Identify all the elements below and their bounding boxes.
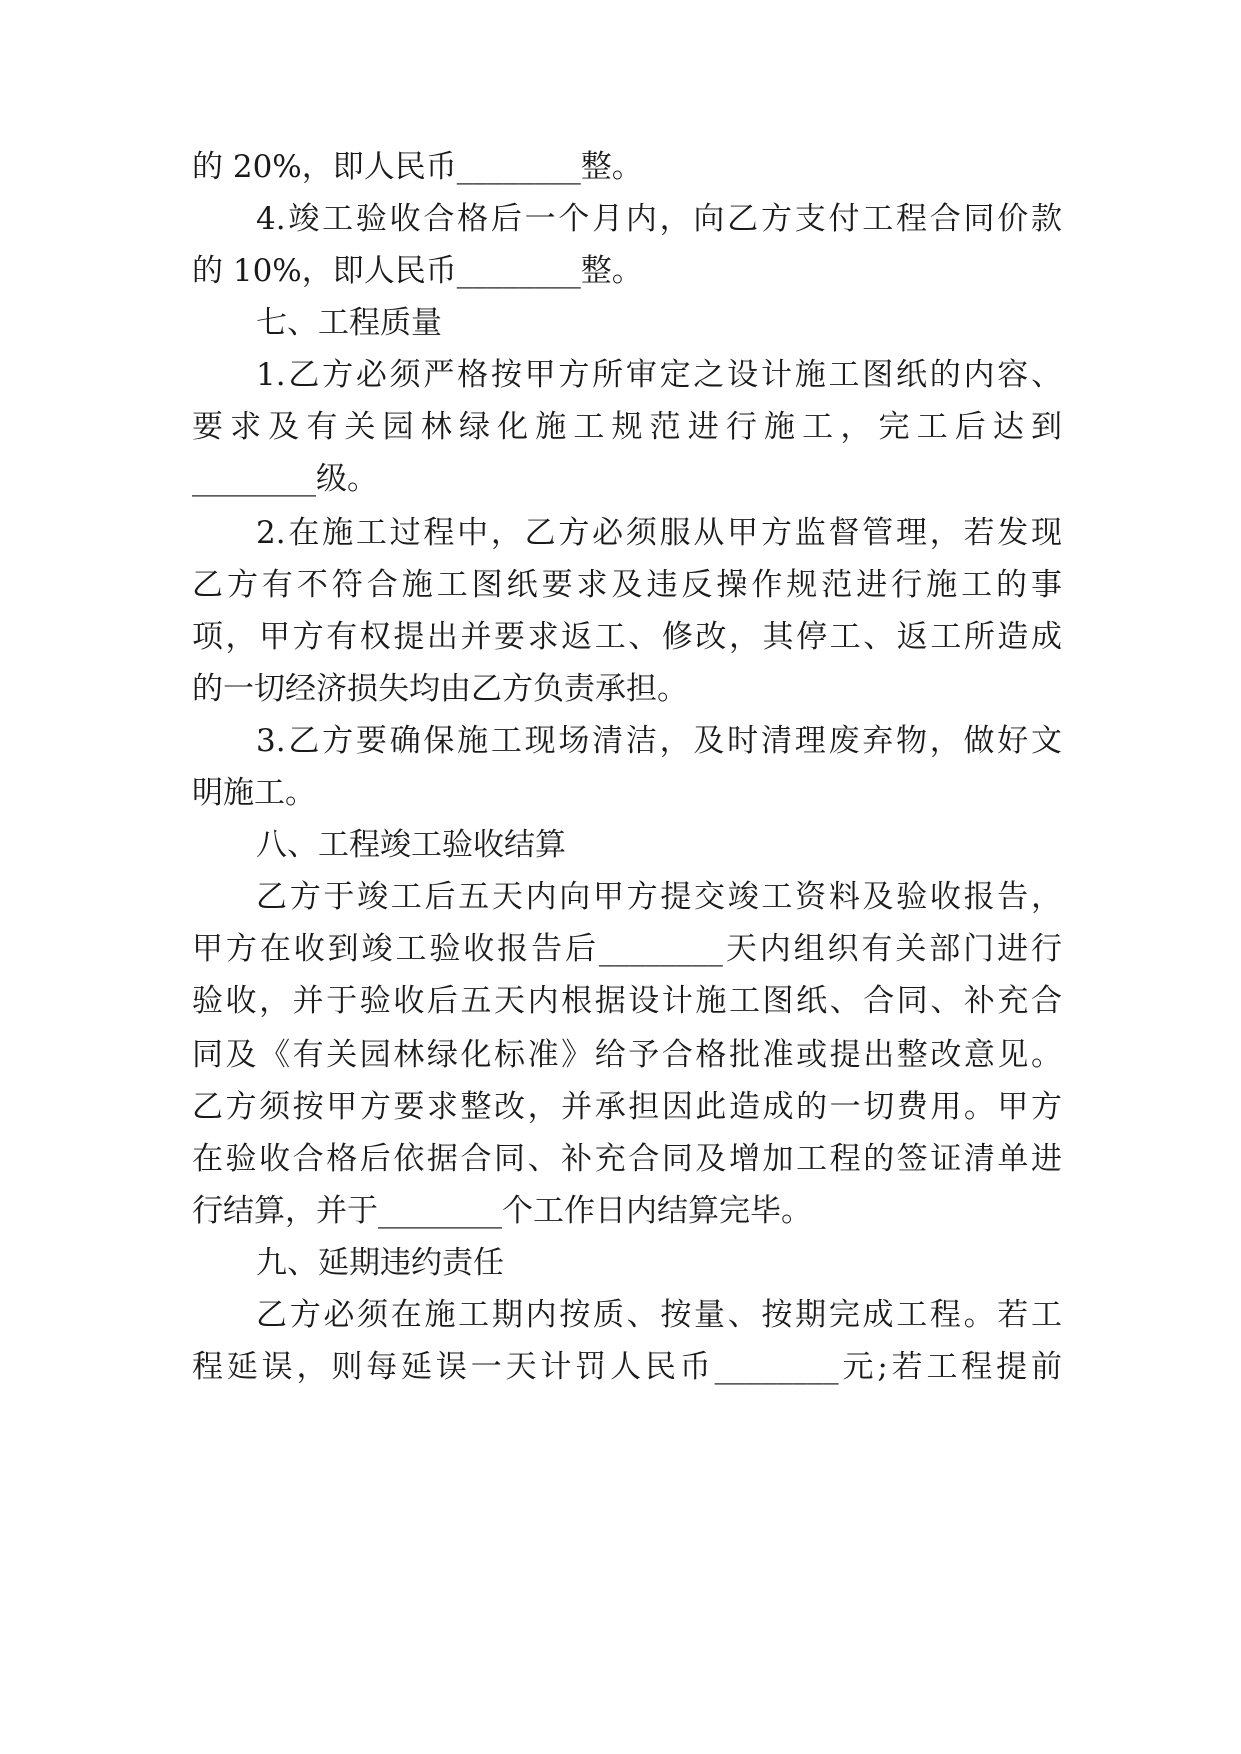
text-line: 3.乙方要确保施工现场清洁，及时清理废弃物，做好文 <box>256 723 1062 759</box>
text-line: 程延误，则每延误一天计罚人民币________元;若工程提前 <box>192 1349 1062 1385</box>
text-line: 的 20%，即人民币________整。 <box>192 149 643 185</box>
text-line: 乙方必须在施工期内按质、按量、按期完成工程。若工 <box>256 1297 1062 1333</box>
text-line: 2.在施工过程中，乙方必须服从甲方监督管理，若发现 <box>256 515 1062 551</box>
section-heading: 七、工程质量 <box>256 305 442 341</box>
text-line: 甲方在收到竣工验收报告后________天内组织有关部门进行 <box>192 931 1062 967</box>
section-heading: 九、延期违约责任 <box>256 1245 504 1281</box>
text-line: 项，甲方有权提出并要求返工、修改，其停工、返工所造成 <box>192 619 1062 655</box>
text-line: 在验收合格后依据合同、补充合同及增加工程的签证清单进 <box>192 1141 1062 1177</box>
text-line: 的一切经济损失均由乙方负责承担。 <box>192 671 688 707</box>
text-line: ________级。 <box>192 461 378 497</box>
text-line: 验收，并于验收后五天内根据设计施工图纸、合同、补充合 <box>192 983 1062 1019</box>
text-line: 乙方须按甲方要求整改，并承担因此造成的一切费用。甲方 <box>192 1089 1062 1125</box>
section-heading: 八、工程竣工验收结算 <box>256 827 566 863</box>
text-line: 的 10%，即人民币________整。 <box>192 253 643 289</box>
text-line: 要求及有关园林绿化施工规范进行施工，完工后达到 <box>192 409 1062 445</box>
text-line: 1.乙方必须严格按甲方所审定之设计施工图纸的内容、 <box>256 357 1062 393</box>
text-line: 同及《有关园林绿化标准》给予合格批准或提出整改意见。 <box>192 1037 1062 1073</box>
text-line: 乙方有不符合施工图纸要求及违反操作规范进行施工的事 <box>192 567 1062 603</box>
text-line: 行结算，并于________个工作日内结算完毕。 <box>192 1193 812 1229</box>
text-line: 4.竣工验收合格后一个月内，向乙方支付工程合同价款 <box>256 201 1062 237</box>
text-line: 乙方于竣工后五天内向甲方提交竣工资料及验收报告， <box>256 879 1062 915</box>
text-line: 明施工。 <box>192 775 316 811</box>
